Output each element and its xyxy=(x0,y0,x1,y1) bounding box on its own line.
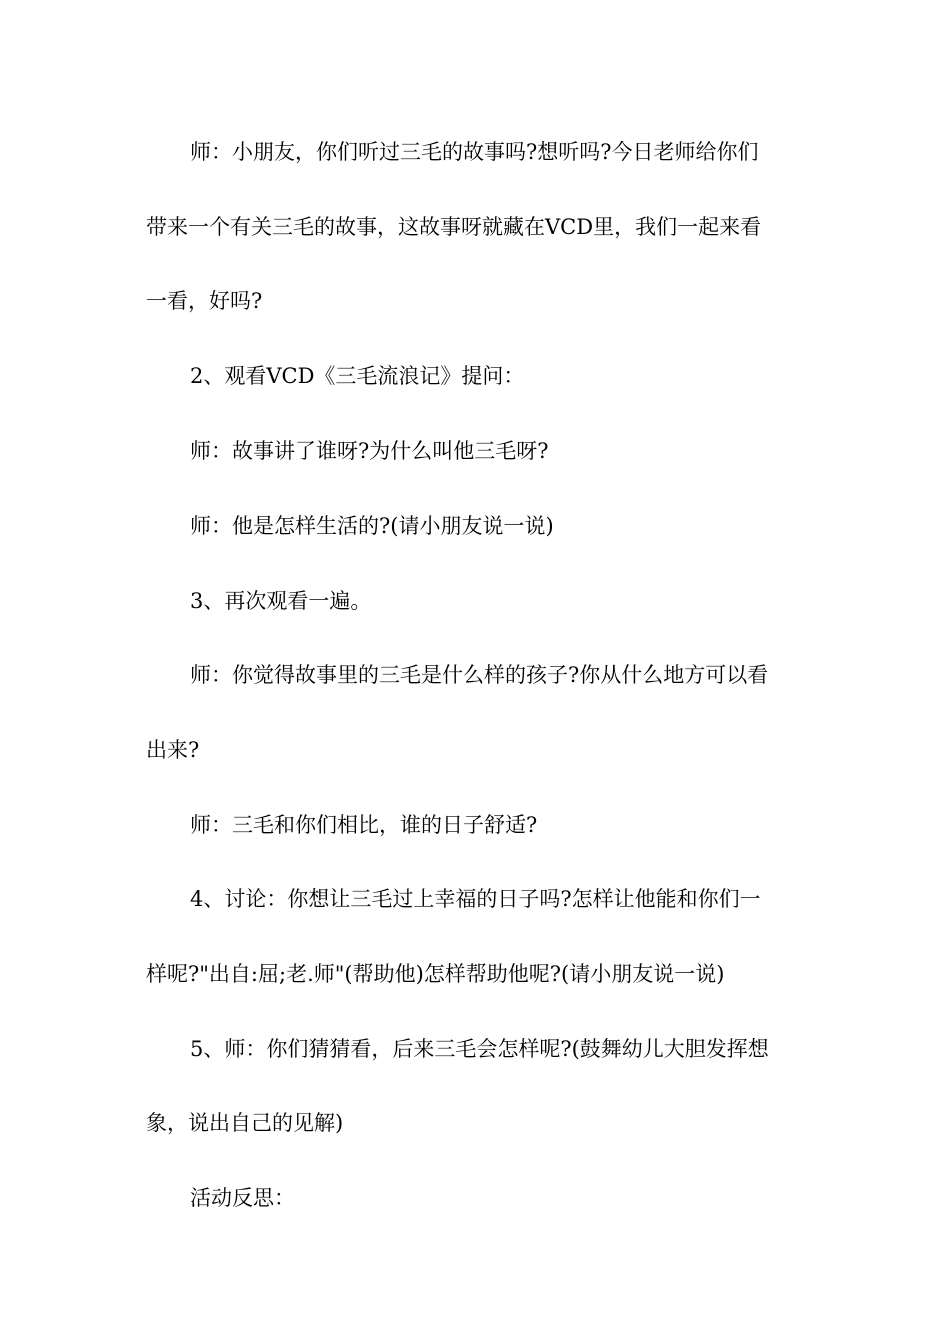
paragraph-line: 师：三毛和你们相比，谁的日子舒适? xyxy=(190,813,538,837)
paragraph-line: 活动反思： xyxy=(190,1186,295,1210)
paragraph-line: 3、再次观看一遍。 xyxy=(190,589,372,613)
paragraph-line: 样呢?"出自:屈;老.师"(帮助他)怎样帮助他呢?(请小朋友说一说) xyxy=(146,962,725,986)
paragraph-line: 师：故事讲了谁呀?为什么叫他三毛呀? xyxy=(190,439,549,463)
paragraph-line: 师：小朋友，你们听过三毛的故事吗?想听吗?今日老师给你们 xyxy=(190,140,759,164)
paragraph-line: 一看，好吗? xyxy=(146,289,263,313)
paragraph-line: 师：他是怎样生活的?(请小朋友说一说) xyxy=(190,514,554,538)
paragraph-line: 象，说出自己的见解) xyxy=(146,1111,344,1135)
paragraph-line: 师：你觉得故事里的三毛是什么样的孩子?你从什么地方可以看 xyxy=(190,663,769,687)
paragraph-line: 出来? xyxy=(146,738,200,762)
paragraph-line: 5、师：你们猜猜看，后来三毛会怎样呢?(鼓舞幼儿大胆发挥想 xyxy=(190,1037,769,1061)
paragraph-line: 2、观看VCD《三毛流浪记》提问： xyxy=(190,364,525,388)
paragraph-line: 带来一个有关三毛的故事，这故事呀就藏在VCD里，我们一起来看 xyxy=(146,215,762,239)
paragraph-line: 4、讨论：你想让三毛过上幸福的日子吗?怎样让他能和你们一 xyxy=(190,887,761,911)
